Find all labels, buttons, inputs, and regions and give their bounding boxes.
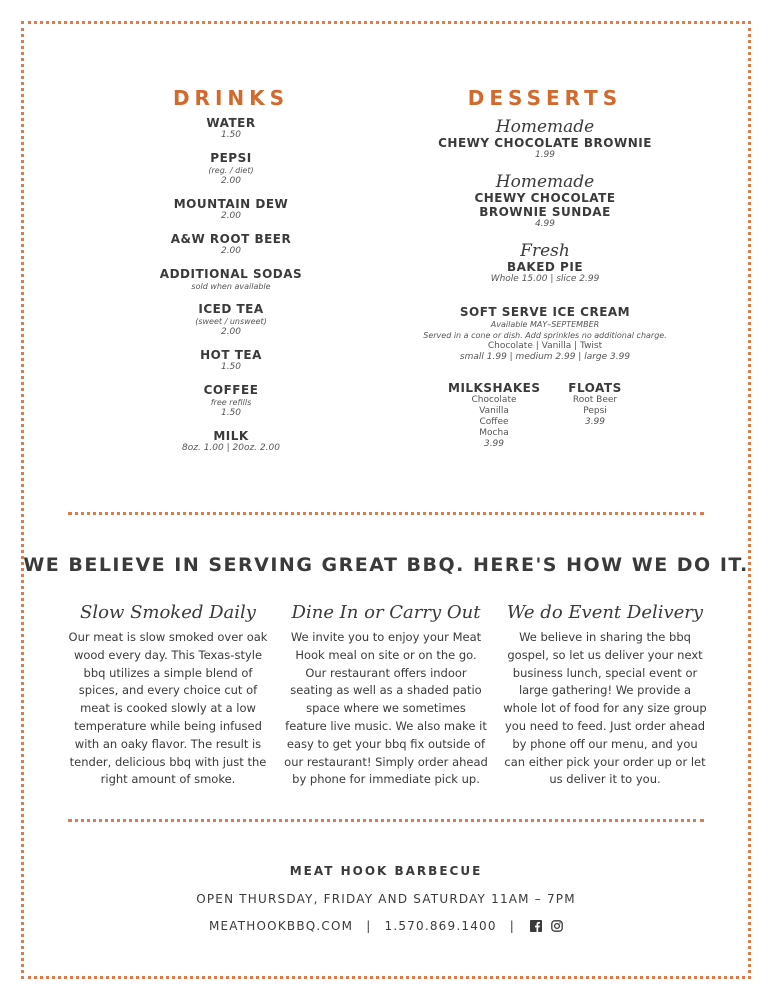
softserve-note: Served in a cone or dish. Add sprinkles no additional charge. bbox=[423, 331, 667, 340]
dessert-softserve bbox=[420, 305, 670, 363]
drink-item bbox=[150, 429, 312, 454]
softserve-availability: Available MAY–SEPTEMBER bbox=[490, 320, 600, 329]
brownie-name: CHEWY CHOCOLATE BROWNIE bbox=[438, 136, 652, 150]
sundae-price: 4.99 bbox=[534, 219, 556, 229]
drink-name: A&W ROOT BEER bbox=[170, 232, 292, 246]
feature-dine-in bbox=[284, 602, 488, 789]
drink-name: ADDITIONAL SODAS bbox=[159, 267, 303, 281]
feature-body: Our meat is slow smoked over oak wood every day. This Texas-style bbq utilizes a simple blend of spices, and every choice cut of meat is cooked slowly at a low temperature while being infused with an oaky flavor. The result is tender, delicious bbq with just the right amount of smoke. bbox=[68, 630, 268, 787]
contact-line bbox=[0, 919, 772, 933]
pie-script-label: Fresh bbox=[520, 241, 570, 261]
section-divider-bottom bbox=[68, 819, 704, 823]
facebook-icon[interactable] bbox=[530, 920, 542, 932]
separator: | bbox=[509, 919, 515, 933]
section-divider-top bbox=[68, 512, 704, 516]
dessert-pie bbox=[420, 242, 670, 285]
dessert-brownie bbox=[420, 118, 670, 161]
drink-item bbox=[150, 151, 312, 187]
drink-price: 2.00 bbox=[220, 176, 242, 186]
separator: | bbox=[366, 919, 372, 933]
drink-name: MILK bbox=[213, 429, 249, 443]
sundae-name-line1: CHEWY CHOCOLATE bbox=[474, 191, 616, 205]
instagram-icon[interactable] bbox=[551, 920, 563, 932]
drink-item bbox=[150, 267, 312, 292]
drinks-title: DRINKS bbox=[172, 86, 290, 110]
drink-name: MOUNTAIN DEW bbox=[173, 197, 289, 211]
drink-price: 2.00 bbox=[220, 246, 242, 256]
milkshake-flavor: Mocha bbox=[479, 428, 509, 438]
drink-price: 2.00 bbox=[220, 211, 242, 221]
feature-body: We believe in sharing the bbq gospel, so let us deliver your next business lunch, special event or large gathering! We provide a whole lot of food for any size group you need to feed. Just order ahead by phone off our menu, and you can either pick your order up or let us deliver it to you. bbox=[503, 630, 707, 787]
softserve-name: SOFT SERVE ICE CREAM bbox=[459, 305, 631, 319]
drink-name: ICED TEA bbox=[198, 302, 264, 316]
drink-note: (sweet / unsweet) bbox=[195, 317, 267, 326]
drink-name: PEPSI bbox=[210, 151, 252, 165]
floats-name: FLOATS bbox=[568, 381, 622, 395]
headline: WE BELIEVE IN SERVING GREAT BBQ. HERE'S HOW WE DO IT. bbox=[23, 554, 749, 576]
floats-price: 3.99 bbox=[584, 417, 606, 427]
feature-title: We do Event Delivery bbox=[506, 602, 704, 623]
milkshakes-block bbox=[448, 381, 540, 450]
drink-note: sold when available bbox=[191, 282, 271, 291]
drink-item bbox=[150, 197, 312, 222]
drink-item bbox=[150, 383, 312, 419]
desserts-section bbox=[420, 86, 670, 471]
sundae-name-line2: BROWNIE SUNDAE bbox=[479, 205, 611, 219]
drink-price: 1.50 bbox=[220, 130, 242, 140]
pie-name: BAKED PIE bbox=[506, 260, 584, 274]
drink-price: 2.00 bbox=[220, 327, 242, 337]
brownie-price: 1.99 bbox=[534, 150, 556, 160]
milkshake-flavor: Coffee bbox=[479, 417, 509, 427]
feature-slow-smoked bbox=[66, 602, 270, 789]
feature-body: We invite you to enjoy your Meat Hook meal on site or on the go. Our restaurant offers indoor seating as well as a shaded patio space where we sometimes feature live music. We also make it easy to get your bbq fix outside of our restaurant! Simply order ahead by phone for immediate pick up. bbox=[284, 630, 488, 787]
phone-number[interactable]: 1.570.869.1400 bbox=[384, 919, 497, 933]
feature-title: Dine In or Carry Out bbox=[291, 602, 481, 623]
drink-item bbox=[150, 116, 312, 141]
float-flavor: Root Beer bbox=[572, 395, 618, 405]
drinks-section bbox=[150, 86, 312, 464]
drink-name: HOT TEA bbox=[200, 348, 262, 362]
business-hours: OPEN THURSDAY, FRIDAY AND SATURDAY 11AM – 7PM bbox=[196, 892, 576, 906]
drink-price: 1.50 bbox=[220, 362, 242, 372]
milkshakes-price: 3.99 bbox=[483, 439, 505, 449]
feature-title: Slow Smoked Daily bbox=[80, 602, 256, 623]
business-name: MEAT HOOK BARBECUE bbox=[289, 864, 483, 878]
drink-name: WATER bbox=[206, 116, 256, 130]
milkshakes-name: MILKSHAKES bbox=[448, 381, 541, 395]
floats-block bbox=[560, 381, 630, 428]
drink-note: (reg. / diet) bbox=[208, 166, 254, 175]
float-flavor: Pepsi bbox=[583, 406, 607, 416]
dessert-sundae bbox=[420, 173, 670, 230]
pie-price: Whole 15.00 | slice 2.99 bbox=[490, 274, 600, 284]
desserts-title: DESSERTS bbox=[467, 86, 623, 110]
milkshake-flavor: Chocolate bbox=[471, 395, 517, 405]
softserve-prices: small 1.99 | medium 2.99 | large 3.99 bbox=[459, 352, 631, 362]
sundae-script-label: Homemade bbox=[495, 172, 595, 192]
drink-name: COFFEE bbox=[203, 383, 259, 397]
drink-price: 8oz. 1.00 | 20oz. 2.00 bbox=[182, 443, 280, 453]
drink-price: 1.50 bbox=[220, 408, 242, 418]
drink-item bbox=[150, 302, 312, 338]
softserve-flavors: Chocolate | Vanilla | Twist bbox=[487, 341, 603, 351]
website-link[interactable]: MEATHOOKBBQ.COM bbox=[208, 919, 354, 933]
shakes-floats-row bbox=[420, 381, 670, 471]
milkshake-flavor: Vanilla bbox=[479, 406, 509, 416]
brownie-script-label: Homemade bbox=[495, 117, 595, 137]
drink-item bbox=[150, 232, 312, 257]
drink-note: free refills bbox=[210, 398, 252, 407]
drink-item bbox=[150, 348, 312, 373]
feature-event-delivery bbox=[503, 602, 707, 789]
